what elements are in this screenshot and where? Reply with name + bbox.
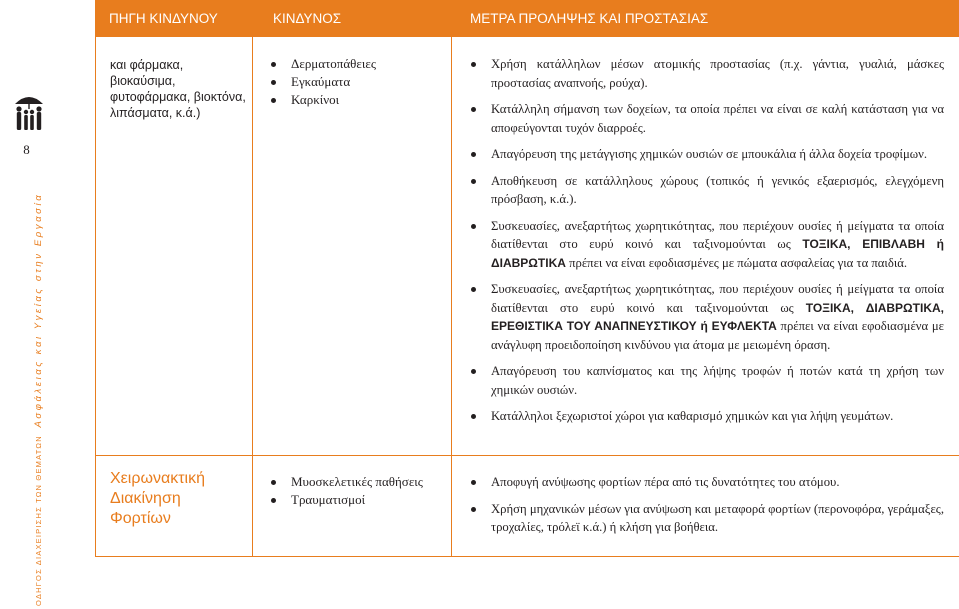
page-number: 8: [23, 142, 30, 157]
hazard-item: Δερματοπάθειες: [271, 55, 441, 73]
source-line: λιπάσματα, κ.ά.): [110, 106, 201, 120]
header-source: ΠΗΓΗ ΚΙΝΔΥΝΟΥ: [109, 11, 218, 26]
header-measures: ΜΕΤΡΑ ΠΡΟΛΗΨΗΣ ΚΑΙ ΠΡΟΣΤΑΣΙΑΣ: [470, 11, 709, 26]
hazard-item: Μυοσκελετικές παθήσεις: [271, 473, 441, 491]
hazard-class-emphasis: ΤΟΞΙΚΑ, ΕΠΙΒΛΑΒΗ ή ΔΙΑΒΡΩΤΙΚΑ: [491, 237, 945, 270]
measure-item: Κατάλληλη σήμανση των δοχείων, τα οποία πρέπει να είναι σε καλή κατάσταση για να αποφεύγονται τυχόν διαρροές.: [471, 100, 944, 137]
source-title-line: Φορτίων: [110, 510, 171, 527]
row1-hazard-list: [271, 55, 441, 109]
measure-item: Χρήση κατάλληλων μέσων ατομικής προστασίας (π.χ. γάντια, γυαλιά, μάσκες προστασίας αναπνοής, ρούχα).: [471, 55, 944, 92]
measure-text: Συσκευασίες, ανεξαρτήτως χωρητικότητας, που περιέχουν ουσίες ή μείγματα τα οποία διατίθενται στο ευρύ κοινό και ταξινομούνται ως: [491, 282, 944, 315]
hazard-class-emphasis: ΤΟΞΙΚΑ, ΔΙΑΒΡΩΤΙΚΑ, ΕΡΕΘΙΣΤΙΚΑ ΤΟΥ ΑΝΑΠΝΕΥΣΤΙΚΟΥ ή ΕΥΦΛΕΚΤΑ: [491, 300, 944, 333]
header-hazard: ΚΙΝΔΥΝΟΣ: [273, 11, 342, 26]
running-title-guide: ΟΔΗΓΟΣ ΔΙΑΧΕΙΡΙΣΗΣ ΤΩΝ ΘΕΜΑΤΩΝ: [34, 435, 43, 606]
row2-source-cell: [96, 456, 252, 556]
row1-measures-list: [471, 55, 944, 434]
vertical-running-title: [33, 193, 44, 606]
measure-text: πρέπει να είναι εφοδιασμένα με ανάγλυφη προειδοποίηση κινδύνου για άτομα με μειωμένη όραση.: [491, 319, 945, 352]
measure-text: πρέπει να είναι εφοδιασμένες με πώματα ασφαλείας για τα παιδιά.: [565, 255, 908, 270]
family-umbrella-icon: [12, 88, 46, 132]
row2-hazard-list: [271, 473, 441, 509]
row2-source-title: [110, 469, 250, 529]
running-title-subject: Ασφάλειας και Υγείας στην Εργασία: [33, 192, 44, 428]
hazard-item: Καρκίνοι: [271, 91, 441, 109]
source-line: φυτοφάρμακα, βιοκτόνα,: [110, 90, 246, 104]
measure-item: Αποθήκευση σε κατάλληλους χώρους (τοπικός ή γενικός εξαερισμός, ελεγχόμενη πρόσβαση, κ.ά.).: [471, 172, 944, 209]
measure-item: [471, 280, 944, 354]
row2-measures-list: [471, 473, 944, 545]
measure-item: Απαγόρευση του καπνίσματος και της λήψης τροφών ή ποτών κατά τη χρήση των χημικών ουσιών.: [471, 362, 944, 399]
measure-item: [471, 217, 944, 273]
measure-item: Χρήση μηχανικών μέσων για ανύψωση και μεταφορά φορτίων (περονοφόρα, γεράμαξες, τροχαλίες, τρόλεϊ κ.ά.) ή κλήση για βοήθεια.: [471, 500, 944, 537]
table-header: [95, 0, 959, 37]
measure-item: Αποφυγή ανύψωσης φορτίων πέρα από τις δυνατότητες του ατόμου.: [471, 473, 944, 492]
row1-source-text: [110, 57, 250, 121]
sidebar: [0, 0, 53, 609]
row1-hazard-cell: [253, 37, 451, 455]
source-title-line: Χειρωνακτική: [110, 470, 205, 487]
measure-item: Κατάλληλοι ξεχωριστοί χώροι για καθαρισμό χημικών και για λήψη γευμάτων.: [471, 407, 944, 426]
row1-source-cell: [96, 37, 252, 455]
measures-table: [95, 0, 959, 557]
row2-measures-cell: [452, 456, 959, 556]
row1-measures-cell: [452, 37, 959, 455]
row2-hazard-cell: [253, 456, 451, 556]
measure-item: Απαγόρευση της μετάγγισης χημικών ουσιών σε μπουκάλια ή άλλα δοχεία τροφίμων.: [471, 145, 944, 164]
hazard-item: Εγκαύματα: [271, 73, 441, 91]
source-title-line: Διακίνηση: [110, 490, 181, 507]
measure-text: Συσκευασίες, ανεξαρτήτως χωρητικότητας, που περιέχουν ουσίες ή μείγματα τα οποία διατίθενται στο ευρύ κοινό και ταξινομούνται ως: [491, 218, 944, 251]
hazard-item: Τραυματισμοί: [271, 491, 441, 509]
source-line: και φάρμακα, βιοκαύσιμα,: [110, 58, 184, 88]
